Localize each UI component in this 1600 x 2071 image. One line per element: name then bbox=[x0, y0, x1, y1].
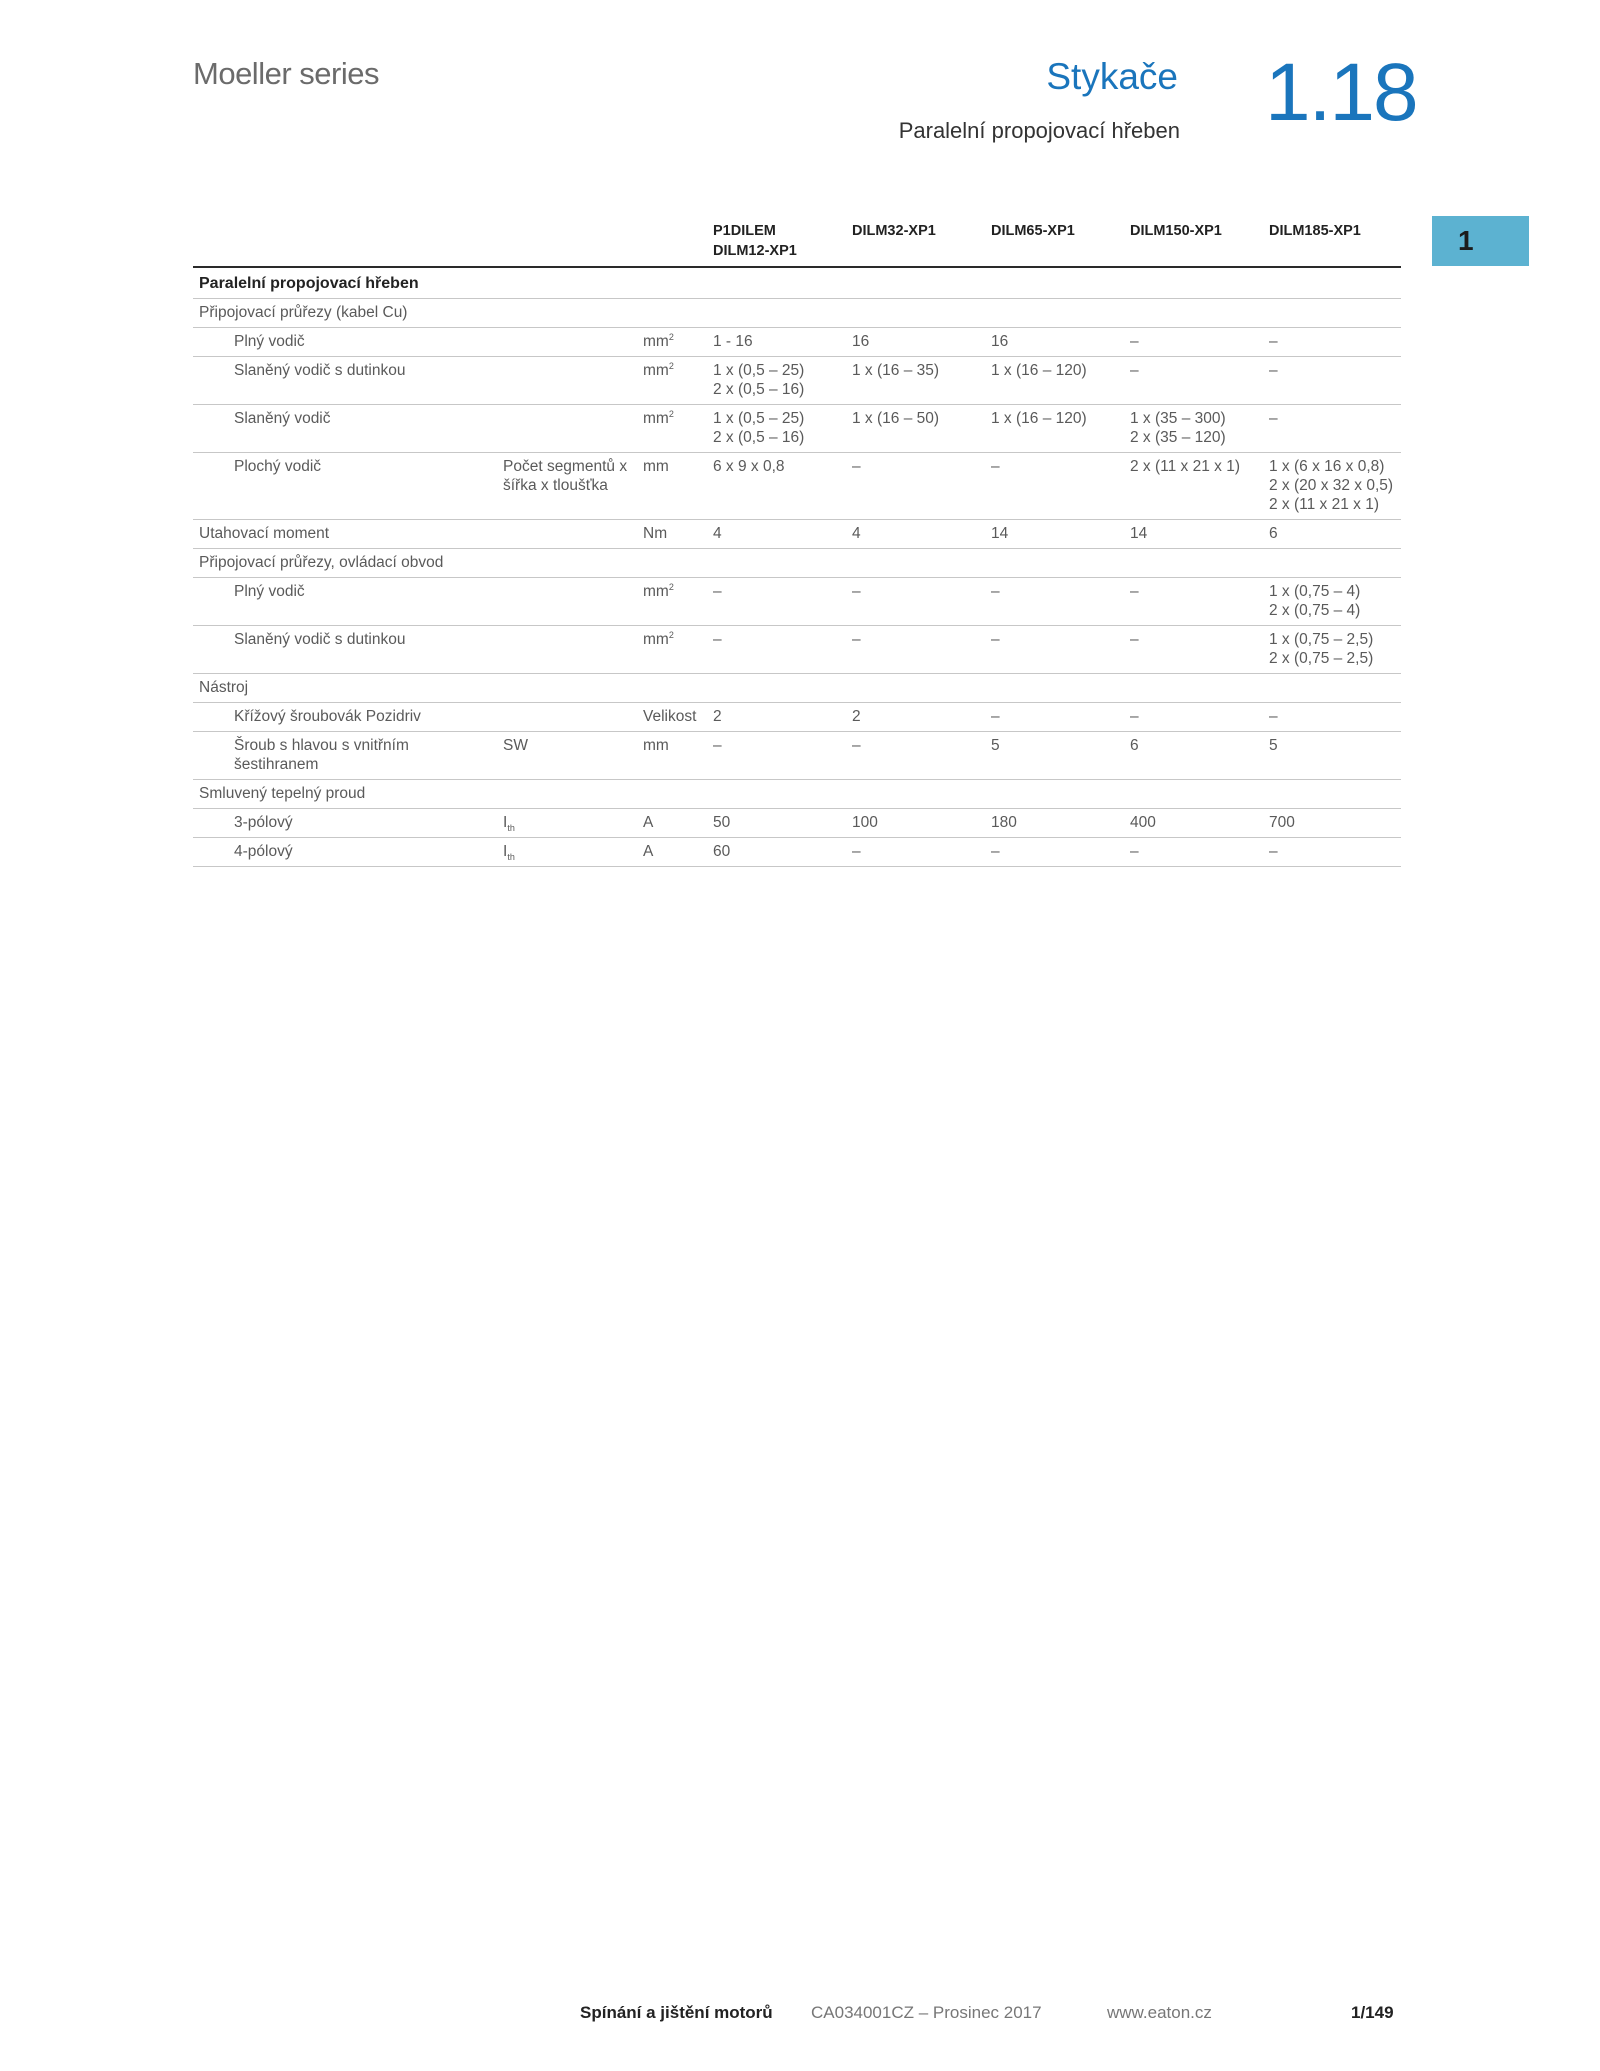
row-note bbox=[497, 578, 637, 626]
table-cell: – bbox=[1124, 703, 1263, 732]
brand-name: Moeller series bbox=[193, 56, 379, 91]
row-note bbox=[497, 453, 637, 520]
table-cell: 700 bbox=[1263, 809, 1401, 838]
group-title: Připojovací průřezy (kabel Cu) bbox=[193, 299, 1401, 328]
cell-line: 1 x (0,75 – 2,5) bbox=[1269, 631, 1374, 648]
table-cell: – bbox=[985, 578, 1124, 626]
spec-table bbox=[193, 218, 1401, 867]
table-cell: 50 bbox=[707, 809, 846, 838]
row-unit: $mm^2$ bbox=[637, 328, 707, 357]
table-row bbox=[193, 626, 1401, 674]
cell-line: 2 x (20 x 32 x 0,5) bbox=[1269, 477, 1394, 494]
row-label: Slaněný vodič s dutinkou bbox=[193, 626, 497, 674]
table-cell: – bbox=[846, 732, 985, 780]
cell-line: 2 x (0,75 – 2,5) bbox=[1269, 650, 1374, 667]
cell-line: šířka x tloušťka bbox=[503, 477, 608, 494]
table-cell: 2 bbox=[846, 703, 985, 732]
section-title: Paralelní propojovací hřeben bbox=[193, 267, 1401, 299]
table-cell: 16 bbox=[846, 328, 985, 357]
table-cell: – bbox=[846, 453, 985, 520]
table-row bbox=[193, 357, 1401, 405]
table-cell bbox=[1263, 626, 1401, 674]
cell-line: 2 x (35 – 120) bbox=[1130, 429, 1226, 446]
table-row bbox=[193, 453, 1401, 520]
footer-page-number: 1/149 bbox=[1351, 2003, 1394, 2022]
table-cell: 1 x (16 – 120) bbox=[985, 357, 1124, 405]
table-cell: 1 - 16 bbox=[707, 328, 846, 357]
group-row bbox=[193, 780, 1401, 809]
row-label: Slaněný vodič bbox=[193, 405, 497, 453]
row-label: Plný vodič bbox=[193, 328, 497, 357]
column-header: DILM185-XP1 bbox=[1263, 218, 1401, 267]
table-cell: 6 bbox=[1263, 520, 1401, 549]
table-cell: – bbox=[1124, 838, 1263, 867]
table-cell bbox=[707, 357, 846, 405]
table-cell bbox=[1124, 405, 1263, 453]
cell-line: 2 x (0,5 – 16) bbox=[713, 381, 805, 398]
table-row bbox=[193, 578, 1401, 626]
row-unit: mm bbox=[637, 453, 707, 520]
row-unit: $mm^2$ bbox=[637, 405, 707, 453]
cell-line: 1 x (0,5 – 25) bbox=[713, 362, 805, 379]
table-cell: – bbox=[1263, 703, 1401, 732]
row-label: Plný vodič bbox=[193, 578, 497, 626]
table-cell: – bbox=[846, 838, 985, 867]
page-title: Stykače bbox=[1046, 56, 1178, 97]
row-label: Utahovací moment bbox=[193, 520, 497, 549]
row-note bbox=[497, 703, 637, 732]
table-cell: 1 x (16 – 35) bbox=[846, 357, 985, 405]
table-cell: – bbox=[707, 626, 846, 674]
table-cell: – bbox=[985, 626, 1124, 674]
symbol-subscript: th bbox=[507, 852, 515, 863]
row-unit: Velikost bbox=[637, 703, 707, 732]
table-cell: 5 bbox=[1263, 732, 1401, 780]
table-row bbox=[193, 838, 1401, 867]
table-cell: 400 bbox=[1124, 809, 1263, 838]
cell-line: 1 x (35 – 300) bbox=[1130, 410, 1226, 427]
footer-doc: CA034001CZ – Prosinec 2017 bbox=[811, 2003, 1042, 2022]
cell-line: 2 x (11 x 21 x 1) bbox=[1269, 496, 1379, 513]
table-cell: – bbox=[1263, 357, 1401, 405]
table-cell: 14 bbox=[985, 520, 1124, 549]
section-row bbox=[193, 267, 1401, 299]
row-note bbox=[497, 357, 637, 405]
row-label: Šroub s hlavou s vnitřním šestihranem bbox=[193, 732, 497, 780]
row-unit: A bbox=[637, 809, 707, 838]
column-header: DILM65-XP1 bbox=[985, 218, 1124, 267]
row-note: $I_{th}$ bbox=[497, 809, 637, 838]
table-row bbox=[193, 328, 1401, 357]
table-cell: – bbox=[1124, 357, 1263, 405]
table-cell: 16 bbox=[985, 328, 1124, 357]
unit-superscript: 2 bbox=[668, 581, 674, 592]
table-cell: 6 bbox=[1124, 732, 1263, 780]
table-cell: – bbox=[1263, 328, 1401, 357]
row-unit: $mm^2$ bbox=[637, 578, 707, 626]
page-subtitle: Paralelní propojovací hřeben bbox=[898, 118, 1180, 143]
table-cell bbox=[707, 405, 846, 453]
table-cell: 14 bbox=[1124, 520, 1263, 549]
table-cell: – bbox=[1124, 626, 1263, 674]
row-note bbox=[497, 328, 637, 357]
unit-superscript: 2 bbox=[668, 408, 674, 419]
group-title: Smluvený tepelný proud bbox=[193, 780, 1401, 809]
cell-line: 2 x (0,5 – 16) bbox=[713, 429, 805, 446]
chapter-tab[interactable]: 1 bbox=[1432, 216, 1529, 266]
row-label: 3-pólový bbox=[193, 809, 497, 838]
row-label: 4-pólový bbox=[193, 838, 497, 867]
footer-title: Spínání a jištění motorů bbox=[580, 2003, 773, 2022]
unit-superscript: 2 bbox=[668, 331, 674, 342]
row-note bbox=[497, 520, 637, 549]
column-header bbox=[707, 218, 846, 267]
row-note bbox=[497, 626, 637, 674]
row-unit: A bbox=[637, 838, 707, 867]
table-cell: 1 x (16 – 120) bbox=[985, 405, 1124, 453]
column-header-line: DILM12-XP1 bbox=[713, 243, 797, 259]
table-cell: – bbox=[1124, 578, 1263, 626]
group-row bbox=[193, 549, 1401, 578]
table-cell: 4 bbox=[707, 520, 846, 549]
group-title: Nástroj bbox=[193, 674, 1401, 703]
table-cell: – bbox=[707, 578, 846, 626]
row-label: Křížový šroubovák Pozidriv bbox=[193, 703, 497, 732]
footer-website[interactable]: www.eaton.cz bbox=[1107, 2003, 1212, 2022]
row-note: $I_{th}$ bbox=[497, 838, 637, 867]
table-cell: 2 bbox=[707, 703, 846, 732]
cell-line: 1 x (6 x 16 x 0,8) bbox=[1269, 458, 1385, 475]
table-row bbox=[193, 703, 1401, 732]
table-row bbox=[193, 520, 1401, 549]
table-cell: 2 x (11 x 21 x 1) bbox=[1124, 453, 1263, 520]
unit-superscript: 2 bbox=[668, 360, 674, 371]
table-cell bbox=[1263, 578, 1401, 626]
cell-line: 1 x (0,5 – 25) bbox=[713, 410, 805, 427]
row-label: Plochý vodič bbox=[193, 453, 497, 520]
table-cell: 180 bbox=[985, 809, 1124, 838]
table-cell: – bbox=[985, 453, 1124, 520]
table-cell: – bbox=[846, 626, 985, 674]
row-note: SW bbox=[497, 732, 637, 780]
table-cell: – bbox=[707, 732, 846, 780]
table-row bbox=[193, 732, 1401, 780]
column-header: DILM32-XP1 bbox=[846, 218, 985, 267]
row-unit: Nm bbox=[637, 520, 707, 549]
row-unit: $mm^2$ bbox=[637, 357, 707, 405]
table-cell: – bbox=[1263, 838, 1401, 867]
table-cell: – bbox=[846, 578, 985, 626]
table-cell: – bbox=[985, 838, 1124, 867]
symbol-subscript: th bbox=[507, 823, 515, 834]
table-cell: 6 x 9 x 0,8 bbox=[707, 453, 846, 520]
cell-line: Počet segmentů x bbox=[503, 458, 628, 475]
cell-line: 2 x (0,75 – 4) bbox=[1269, 602, 1361, 619]
table-cell bbox=[1263, 453, 1401, 520]
chapter-number: 1.18 bbox=[1265, 47, 1417, 138]
table-cell: – bbox=[985, 703, 1124, 732]
table-header-row bbox=[193, 218, 1401, 267]
table-cell: 4 bbox=[846, 520, 985, 549]
table-cell: – bbox=[1124, 328, 1263, 357]
row-unit: $mm^2$ bbox=[637, 626, 707, 674]
row-label: Slaněný vodič s dutinkou bbox=[193, 357, 497, 405]
row-note bbox=[497, 405, 637, 453]
table-cell: 5 bbox=[985, 732, 1124, 780]
table-row bbox=[193, 405, 1401, 453]
table-cell: 60 bbox=[707, 838, 846, 867]
table-cell: 100 bbox=[846, 809, 985, 838]
column-header: DILM150-XP1 bbox=[1124, 218, 1263, 267]
table-cell: – bbox=[1263, 405, 1401, 453]
unit-superscript: 2 bbox=[668, 629, 674, 640]
table-row bbox=[193, 809, 1401, 838]
row-unit: mm bbox=[637, 732, 707, 780]
group-row bbox=[193, 299, 1401, 328]
cell-line: 1 x (0,75 – 4) bbox=[1269, 583, 1361, 600]
group-row bbox=[193, 674, 1401, 703]
column-header-line: P1DILEM bbox=[713, 223, 776, 239]
group-title: Připojovací průřezy, ovládací obvod bbox=[193, 549, 1401, 578]
table-cell: 1 x (16 – 50) bbox=[846, 405, 985, 453]
